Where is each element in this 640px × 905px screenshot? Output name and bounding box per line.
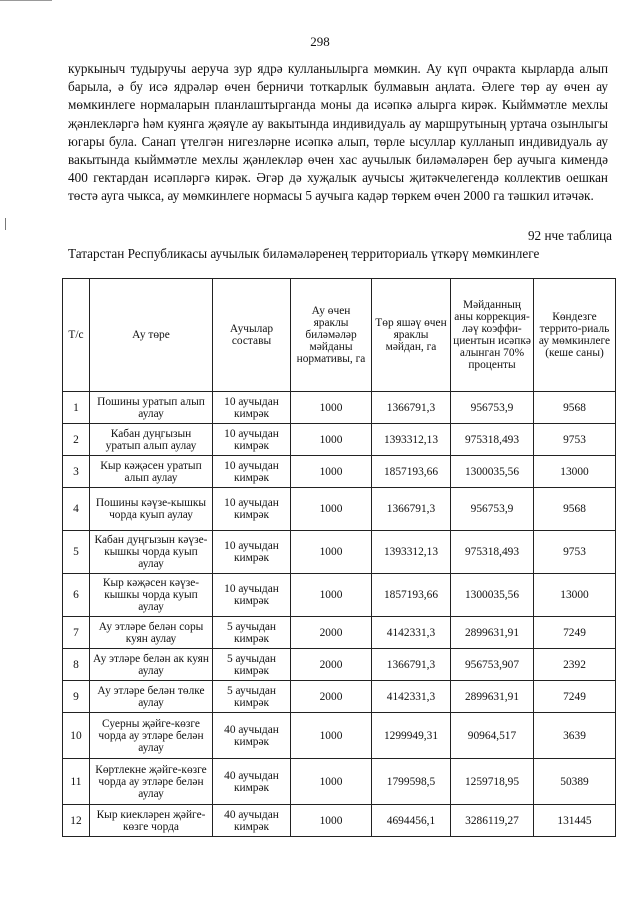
cell-corrected-area: 956753,907 xyxy=(451,649,534,681)
body-paragraph: куркыныч тудыручы аеруча зур ядрә кулланылырга мөмкин. Ау күп очракта кырларда алып барыла, ә бу исә ядрәләр өчен берничи тоткарлык булмавын аңлата. Әлеге төр ау өчен ау мөмкинлеге нормаларын планлаштырганда моны да исәпкә алырга кирәк. Кыйммәтле мехлы җәнлекләргә һәм куянга җәяүле ау вакытында индивидуаль ау маршрутының уртача озынлыгы югары була. Санап үтелгән нигезләрне исәпкә алып, төрле ысуллар кулланып индивидуаль ау вакытында кыйммәтле мехлы җәнлекләр өчен хас аучылык биләмәләрен бер аучыга кимендә 400 гектардан исәпләргә кирәк. Әгәр дә хуҗалык аучысы җитәкчелегендә коллектив оешкан төстә ауга чыкса, ау мөмкинлеге нормасы 5 аучыга кадәр төркем өчен 2000 га тәшкил итәчәк. xyxy=(68,61,608,204)
cell-norm: 1000 xyxy=(291,759,372,805)
cell-hunt-type: Пошины кәүзе-кышкы чорда куып аулау xyxy=(90,488,213,531)
header-norm: Ау өчен яраклы биләмәләр мәйданы нормативы, га xyxy=(291,279,372,392)
cell-norm: 1000 xyxy=(291,574,372,617)
cell-hunt-type: Кыр кәҗәсен кәүзе-кышкы чорда куып аулау xyxy=(90,574,213,617)
capacity-table xyxy=(62,278,616,837)
cell-hunt-type: Көртлекне җәйге-көзге чорда ау этләре белән аулау xyxy=(90,759,213,805)
cell-capacity: 9568 xyxy=(534,488,616,531)
cell-capacity: 50389 xyxy=(534,759,616,805)
cell-habitat-area: 1393312,13 xyxy=(372,531,451,574)
cell-habitat-area: 4694456,1 xyxy=(372,805,451,837)
cell-norm: 1000 xyxy=(291,488,372,531)
table-row xyxy=(63,713,616,759)
cell-hunt-type: Кабан дуңгызын уратып алып аулау xyxy=(90,424,213,456)
cell-norm: 2000 xyxy=(291,681,372,713)
header-hunt-type: Ау төре xyxy=(90,279,213,392)
cell-corrected-area: 1259718,95 xyxy=(451,759,534,805)
cell-index: 12 xyxy=(63,805,90,837)
cell-hunt-type: Ау этләре белән төлке аулау xyxy=(90,681,213,713)
table-row xyxy=(63,649,616,681)
cell-index: 7 xyxy=(63,617,90,649)
cell-capacity: 2392 xyxy=(534,649,616,681)
cell-index: 2 xyxy=(63,424,90,456)
cell-hunters: 40 аучыдан кимрәк xyxy=(213,805,291,837)
table-title: Татарстан Республикасы аучылык биләмәләренең территориаль үткәрү мөмкинлеге xyxy=(68,246,540,261)
cell-habitat-area: 1857193,66 xyxy=(372,456,451,488)
cell-habitat-area: 4142331,3 xyxy=(372,617,451,649)
cell-norm: 1000 xyxy=(291,456,372,488)
cell-hunt-type: Ау этләре белән ак куян аулау xyxy=(90,649,213,681)
cell-index: 11 xyxy=(63,759,90,805)
cell-norm: 1000 xyxy=(291,424,372,456)
cell-hunters: 40 аучыдан кимрәк xyxy=(213,759,291,805)
cell-hunt-type: Пошины уратып алып аулау xyxy=(90,392,213,424)
cell-corrected-area: 2899631,91 xyxy=(451,617,534,649)
cell-hunt-type: Кыр киекләрен җәйге-көзге чорда xyxy=(90,805,213,837)
cell-habitat-area: 1857193,66 xyxy=(372,574,451,617)
cell-habitat-area: 1299949,31 xyxy=(372,713,451,759)
cell-habitat-area: 1366791,3 xyxy=(372,488,451,531)
cell-hunters: 10 аучыдан кимрәк xyxy=(213,488,291,531)
table-number: 92 нче таблица xyxy=(527,228,612,243)
table-row xyxy=(63,531,616,574)
header-capacity: Көндезге террито-риаль ау мөмкинлеге (кеше саны) xyxy=(534,279,616,392)
table-row xyxy=(63,424,616,456)
cell-hunt-type: Суерны җәйге-көзге чорда ау этләре белән аулау xyxy=(90,713,213,759)
cell-corrected-area: 956753,9 xyxy=(451,488,534,531)
cell-index: 6 xyxy=(63,574,90,617)
cell-capacity: 9753 xyxy=(534,531,616,574)
cell-capacity: 9568 xyxy=(534,392,616,424)
corner-line xyxy=(0,0,52,1)
cell-habitat-area: 1366791,3 xyxy=(372,649,451,681)
cell-habitat-area: 1366791,3 xyxy=(372,392,451,424)
cell-index: 1 xyxy=(63,392,90,424)
header-corrected-area: Мәйданның аны коррекция-ләү коэффи-циентын исәпкә алынган 70% проценты xyxy=(451,279,534,392)
cell-hunt-type: Кабан дуңгызын кәүзе-кышкы чорда куып аулау xyxy=(90,531,213,574)
table-row xyxy=(63,617,616,649)
cell-hunters: 5 аучыдан кимрәк xyxy=(213,681,291,713)
table-row xyxy=(63,488,616,531)
cell-norm: 1000 xyxy=(291,531,372,574)
cell-habitat-area: 4142331,3 xyxy=(372,681,451,713)
cell-corrected-area: 1300035,56 xyxy=(451,574,534,617)
cell-habitat-area: 1393312,13 xyxy=(372,424,451,456)
cell-habitat-area: 1799598,5 xyxy=(372,759,451,805)
cell-capacity: 131445 xyxy=(534,805,616,837)
cell-capacity: 7249 xyxy=(534,681,616,713)
cell-corrected-area: 90964,517 xyxy=(451,713,534,759)
cell-hunters: 10 аучыдан кимрәк xyxy=(213,392,291,424)
cell-index: 4 xyxy=(63,488,90,531)
cell-hunters: 10 аучыдан кимрәк xyxy=(213,456,291,488)
cell-hunters: 10 аучыдан кимрәк xyxy=(213,424,291,456)
cell-corrected-area: 975318,493 xyxy=(451,424,534,456)
table-row xyxy=(63,681,616,713)
table-header-row xyxy=(63,279,616,392)
cell-index: 5 xyxy=(63,531,90,574)
cell-corrected-area: 1300035,56 xyxy=(451,456,534,488)
cell-index: 8 xyxy=(63,649,90,681)
header-hunters: Аучылар составы xyxy=(213,279,291,392)
table-row xyxy=(63,456,616,488)
header-habitat-area: Төр яшәү өчен яраклы мәйдан, га xyxy=(372,279,451,392)
page-number: 298 xyxy=(310,34,330,49)
cell-index: 3 xyxy=(63,456,90,488)
cell-corrected-area: 3286119,27 xyxy=(451,805,534,837)
cell-corrected-area: 956753,9 xyxy=(451,392,534,424)
cell-capacity: 3639 xyxy=(534,713,616,759)
cell-hunters: 10 аучыдан кимрәк xyxy=(213,531,291,574)
cell-norm: 1000 xyxy=(291,713,372,759)
cell-capacity: 7249 xyxy=(534,617,616,649)
cell-hunters: 5 аучыдан кимрәк xyxy=(213,617,291,649)
cell-norm: 1000 xyxy=(291,392,372,424)
cell-norm: 2000 xyxy=(291,649,372,681)
margin-mark xyxy=(5,218,6,230)
cell-corrected-area: 975318,493 xyxy=(451,531,534,574)
cell-norm: 1000 xyxy=(291,805,372,837)
table-row xyxy=(63,805,616,837)
cell-capacity: 13000 xyxy=(534,574,616,617)
cell-hunt-type: Ау этләре белән соры куян аулау xyxy=(90,617,213,649)
cell-capacity: 9753 xyxy=(534,424,616,456)
cell-norm: 2000 xyxy=(291,617,372,649)
cell-hunters: 5 аучыдан кимрәк xyxy=(213,649,291,681)
cell-index: 10 xyxy=(63,713,90,759)
cell-hunt-type: Кыр кәҗәсен уратып алып аулау xyxy=(90,456,213,488)
header-index: Т/с xyxy=(63,279,90,392)
cell-hunters: 10 аучыдан кимрәк xyxy=(213,574,291,617)
table-row xyxy=(63,759,616,805)
cell-corrected-area: 2899631,91 xyxy=(451,681,534,713)
cell-index: 9 xyxy=(63,681,90,713)
cell-capacity: 13000 xyxy=(534,456,616,488)
table-row xyxy=(63,392,616,424)
cell-hunters: 40 аучыдан кимрәк xyxy=(213,713,291,759)
table-row xyxy=(63,574,616,617)
